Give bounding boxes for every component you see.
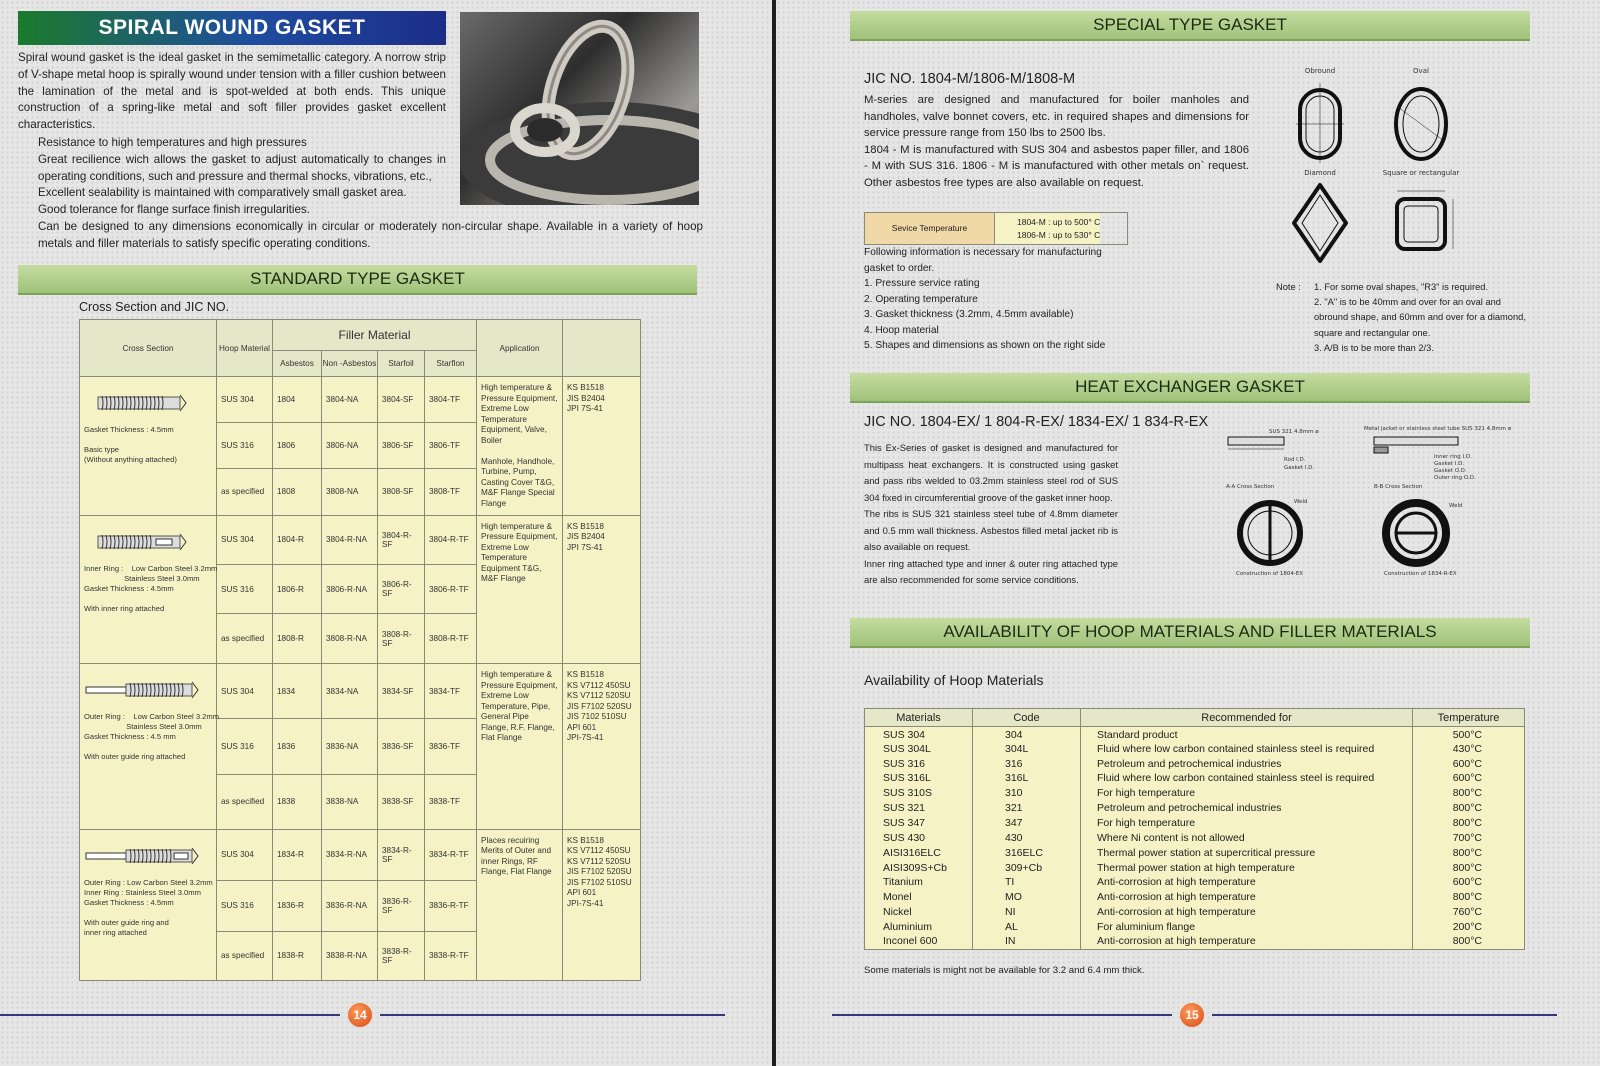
order-item: 1. Pressure service rating bbox=[864, 278, 980, 289]
cross-section-desc: With outer guide ring and bbox=[84, 917, 169, 927]
shape-label-obround: Obround bbox=[1304, 67, 1336, 75]
material-cell: SUS 316 bbox=[865, 756, 973, 771]
starfoil-cell: 3804-R-SF bbox=[378, 515, 425, 564]
hoop-cell: SUS 316 bbox=[217, 565, 273, 614]
cross-section-cell bbox=[80, 515, 217, 663]
starfoil-cell: 3838-SF bbox=[378, 774, 425, 829]
heat-exchanger-banner: HEAT EXCHANGER GASKET bbox=[850, 373, 1530, 403]
asbestos-cell: 1804 bbox=[273, 377, 322, 423]
header-starflon: Starflon bbox=[425, 351, 477, 377]
page-number-15: 15 bbox=[1180, 1003, 1204, 1027]
order-info-list bbox=[864, 245, 1132, 354]
cross-section-drawing bbox=[84, 391, 212, 415]
recommended-cell: Petroleum and petrochemical industries bbox=[1081, 801, 1413, 816]
hoop-cell: as specified bbox=[217, 931, 273, 980]
starfoil-cell: 3834-R-SF bbox=[378, 829, 425, 880]
asbestos-cell: 1834-R bbox=[273, 829, 322, 880]
material-cell: Titanium bbox=[865, 875, 973, 890]
cross-section-desc bbox=[84, 594, 212, 604]
starflon-cell: 3808-TF bbox=[425, 468, 477, 515]
cross-section-desc: Basic type bbox=[84, 445, 120, 454]
shape-label-oval: Oval bbox=[1413, 67, 1429, 75]
special-type-banner: SPECIAL TYPE GASKET bbox=[850, 11, 1530, 41]
non-asbestos-cell: 3808-NA bbox=[322, 468, 378, 515]
cross-section-desc: Stainless Steel 3.0mm bbox=[84, 573, 200, 583]
cross-section-desc: Gasket Thickness : 4.5mm bbox=[84, 583, 174, 593]
temperature-cell: 600°C bbox=[1413, 875, 1525, 890]
feature-list bbox=[38, 135, 703, 253]
table-row bbox=[865, 845, 1525, 860]
bb-section-shape bbox=[1374, 437, 1458, 445]
standard-gasket-table bbox=[79, 319, 641, 981]
table-row bbox=[865, 727, 1525, 742]
right-page bbox=[776, 0, 1600, 1066]
application-cell: High temperature & Pressure Equipment, Extreme Low Temperature Equipment T&G, M&F Flange bbox=[477, 515, 563, 663]
label-inner-ring: Inner ring I.D. bbox=[1434, 454, 1472, 460]
standard-cell: KS B1518 JIS B2404 JPI 7S-41 bbox=[563, 377, 641, 516]
material-cell: Nickel bbox=[865, 905, 973, 920]
header-starfoil: Starfoil bbox=[378, 351, 425, 377]
temperature-cell: 600°C bbox=[1413, 771, 1525, 786]
cross-section-desc bbox=[84, 435, 212, 445]
hoop-cell: SUS 304 bbox=[217, 515, 273, 564]
heat-exchanger-diagram bbox=[1224, 425, 1524, 595]
hoop-cell: SUS 304 bbox=[217, 377, 273, 423]
heat-description: This Ex-Series of gasket is designed and manufactured for multipass heat exchangers. It is constructed using gasket and pass ribs welded to 03.2mm stainless steel rod of SUS 304 fixed in circumferential groove of the gasket inner hoop. The ribs is SUS 321 stainless steel tube of 4.8mm diameter and 0.5 mm wall thickness. Asbestos filled metal jacket rib is also available on request. Inner ring attached type and inner & outer ring attached type are also recommended for some service conditions. bbox=[864, 442, 1118, 585]
non-asbestos-cell: 3838-R-NA bbox=[322, 931, 378, 980]
shape-label-diamond: Diamond bbox=[1304, 169, 1336, 177]
footer-rule bbox=[380, 1014, 725, 1016]
temperature-cell: 800°C bbox=[1413, 845, 1525, 860]
table-row bbox=[865, 919, 1525, 934]
starfoil-cell: 3806-SF bbox=[378, 422, 425, 468]
starfoil-cell: 3836-R-SF bbox=[378, 880, 425, 931]
table-row bbox=[865, 875, 1525, 890]
starflon-cell: 3838-R-TF bbox=[425, 931, 477, 980]
starflon-cell: 3808-R-TF bbox=[425, 614, 477, 664]
order-intro: Following information is necessary for manufacturing gasket to order. bbox=[864, 247, 1102, 274]
code-cell: 430 bbox=[973, 830, 1081, 845]
label-jacket: Metal jacket or stainless steel tube SUS 321 4.8mm ø bbox=[1364, 426, 1512, 432]
note-item: 1. For some oval shapes, "R3" is required. bbox=[1314, 282, 1489, 292]
asbestos-cell: 1806 bbox=[273, 422, 322, 468]
cross-section-desc: (Without anything attached) bbox=[84, 455, 177, 464]
asbestos-cell: 1808-R bbox=[273, 614, 322, 664]
shape-notes bbox=[1276, 280, 1531, 356]
hoop-cell: as specified bbox=[217, 468, 273, 515]
recommended-cell: Thermal power station at supercritical pressure bbox=[1081, 845, 1413, 860]
header-temperature: Temperature bbox=[1413, 709, 1525, 727]
temperature-cell: 800°C bbox=[1413, 890, 1525, 905]
cross-section-desc: Inner Ring : Low Carbon Steel 3.2mm bbox=[84, 563, 218, 573]
asbestos-cell: 1834 bbox=[273, 664, 322, 719]
table-row bbox=[865, 801, 1525, 816]
starfoil-cell: 3838-R-SF bbox=[378, 931, 425, 980]
cross-section-desc: Gasket Thickness : 4.5 mm bbox=[84, 732, 176, 742]
material-cell: AISI309S+Cb bbox=[865, 860, 973, 875]
asbestos-cell: 1806-R bbox=[273, 565, 322, 614]
feature-item: Can be designed to any dimensions economically in circular or moderately non-circular shape. Available in a variety of hoop metals and filler materials to satisfy specific operating conditions. bbox=[38, 219, 703, 250]
cross-section-desc: Outer Ring : Low Carbon Steel 3.2mm bbox=[84, 877, 213, 887]
label-sus321: SUS 321 4.8mm ø bbox=[1269, 429, 1319, 435]
table-row bbox=[865, 905, 1525, 920]
table-row bbox=[80, 829, 641, 880]
header-non-asbestos: Non -Asbestos bbox=[322, 351, 378, 377]
application-cell: High temperature & Pressure Equipment, Extreme Low Temperature, Pipe, General Pipe Flange, R.F. Flange, Flat Flange bbox=[477, 664, 563, 830]
hoop-materials-table bbox=[864, 708, 1525, 950]
recommended-cell: Anti-corrosion at high temperature bbox=[1081, 934, 1413, 949]
starfoil-cell: 3834-SF bbox=[378, 664, 425, 719]
recommended-cell: Where Ni content is not allowed bbox=[1081, 830, 1413, 845]
jic-heat-heading: JIC NO. 1804-EX/ 1 804-R-EX/ 1834-EX/ 1 834-R-EX bbox=[864, 414, 1209, 430]
code-cell: 347 bbox=[973, 816, 1081, 831]
code-cell: 316ELC bbox=[973, 845, 1081, 860]
asbestos-cell: 1836 bbox=[273, 719, 322, 774]
asbestos-cell: 1804-R bbox=[273, 515, 322, 564]
asbestos-cell: 1838-R bbox=[273, 931, 322, 980]
code-cell: 316L bbox=[973, 771, 1081, 786]
hoop-cell: SUS 304 bbox=[217, 829, 273, 880]
page-number-14: 14 bbox=[348, 1003, 372, 1027]
code-cell: 321 bbox=[973, 801, 1081, 816]
table-row bbox=[865, 934, 1525, 949]
temperature-cell: 800°C bbox=[1413, 934, 1525, 949]
recommended-cell: For high temperature bbox=[1081, 816, 1413, 831]
special-description bbox=[864, 92, 1249, 192]
code-cell: 309+Cb bbox=[973, 860, 1081, 875]
hoop-materials-caption: Availability of Hoop Materials bbox=[864, 672, 1044, 688]
code-cell: NI bbox=[973, 905, 1081, 920]
non-asbestos-cell: 3806-R-NA bbox=[322, 565, 378, 614]
asbestos-cell: 1808 bbox=[273, 468, 322, 515]
material-cell: SUS 321 bbox=[865, 801, 973, 816]
asbestos-cell: 1836-R bbox=[273, 880, 322, 931]
temperature-cell: 800°C bbox=[1413, 816, 1525, 831]
standard-cell: KS B1518 KS V7112 450SU KS V7112 520SU JIS F7102 520SU JIS F7102 510SU API 601 JPI-7S-41 bbox=[563, 829, 641, 980]
header-hoop-material: Hoop Material bbox=[217, 320, 273, 377]
label-weld-2: Weld bbox=[1449, 503, 1463, 509]
code-cell: 304 bbox=[973, 727, 1081, 742]
starfoil-cell: 3806-R-SF bbox=[378, 565, 425, 614]
table-row bbox=[865, 816, 1525, 831]
order-item: 2. Operating temperature bbox=[864, 293, 978, 305]
table-row bbox=[865, 756, 1525, 771]
starflon-cell: 3834-R-TF bbox=[425, 829, 477, 880]
service-temp-value: 1804-M : up to 500° C bbox=[1017, 217, 1101, 227]
footer-rule bbox=[1212, 1014, 1557, 1016]
table-row bbox=[80, 664, 641, 719]
special-desc-text: M-series are designed and manufactured for boiler manholes and handholes, valve bonnet covers, etc. in required shapes and dimensions for service pressure range from 150 lbs to 2500 lbs. 1804 - M is manufactured with SUS 304 and asbestos paper filler, and 1806 - M with SUS 316. 1806 - M is manufactured with other metals on` request. Other asbestos free types are also available on request. bbox=[864, 94, 1249, 189]
header-asbestos: Asbestos bbox=[273, 351, 322, 377]
feature-item: Excellent sealability is maintained with comparatively small gasket area. bbox=[38, 186, 407, 200]
hoop-cell: SUS 316 bbox=[217, 880, 273, 931]
intro-paragraph: Spiral wound gasket is the ideal gasket in the semimetallic category. A norrow strip of V-shape metal hoop is spirally wound under tension with a filler cushion between the lamination of the metal and is spot-welded at both ends. This unique construction of a spring-like metal and soft filler provides gasket excellent characteristics. bbox=[18, 51, 446, 132]
table-row bbox=[865, 890, 1525, 905]
cross-section-desc bbox=[84, 908, 212, 918]
starfoil-cell: 3808-SF bbox=[378, 468, 425, 515]
starfoil-cell: 3804-SF bbox=[378, 377, 425, 423]
aa-section-shape bbox=[1228, 437, 1284, 445]
code-cell: TI bbox=[973, 875, 1081, 890]
hoop-cell: as specified bbox=[217, 774, 273, 829]
recommended-cell: Fluid where low carbon contained stainless steel is required bbox=[1081, 771, 1413, 786]
recommended-cell: For aluminium flange bbox=[1081, 919, 1413, 934]
label-aa-section: A-A Cross Section bbox=[1226, 484, 1275, 490]
service-temp-value: 1806-M : up to 530° C bbox=[1017, 230, 1101, 240]
order-item: 4. Hoop material bbox=[864, 324, 939, 336]
gasket-shapes-diagram bbox=[1288, 65, 1528, 270]
cross-section-desc: Inner Ring : Stainless Steel 3.0mm bbox=[84, 887, 201, 897]
header-filler-material: Filler Material bbox=[273, 320, 477, 351]
cross-section-cell bbox=[80, 829, 217, 980]
header-application: Application bbox=[477, 320, 563, 377]
table-row bbox=[865, 786, 1525, 801]
service-temperature-box bbox=[864, 212, 1128, 245]
label-gasket-id: Gasket I.D. bbox=[1284, 465, 1315, 471]
header-code: Code bbox=[973, 709, 1081, 727]
recommended-cell: For high temperature bbox=[1081, 786, 1413, 801]
temperature-cell: 700°C bbox=[1413, 830, 1525, 845]
non-asbestos-cell: 3804-NA bbox=[322, 377, 378, 423]
table-row bbox=[865, 860, 1525, 875]
cross-section-desc: With outer guide ring attached bbox=[84, 752, 186, 762]
hoop-cell: SUS 316 bbox=[217, 422, 273, 468]
label-gasket-id-2: Gasket I.D. bbox=[1434, 461, 1465, 467]
cross-section-desc: With inner ring attached bbox=[84, 603, 165, 613]
label-bb-section: B-B Cross Section bbox=[1374, 484, 1423, 490]
spiral-wound-title: SPIRAL WOUND GASKET bbox=[18, 11, 446, 45]
non-asbestos-cell: 3836-NA bbox=[322, 719, 378, 774]
cross-section-desc: Gasket Thickness : 4.5mm bbox=[84, 425, 174, 434]
table-row bbox=[80, 377, 641, 423]
material-cell: Inconel 600 bbox=[865, 934, 973, 949]
cross-section-desc: Outer Ring : Low Carbon Steel 3.2mm bbox=[84, 712, 220, 722]
recommended-cell: Thermal power station at high temperature bbox=[1081, 860, 1413, 875]
table-row bbox=[865, 741, 1525, 756]
temperature-cell: 600°C bbox=[1413, 756, 1525, 771]
label-construction-2: Construction of 1834-R-EX bbox=[1384, 571, 1457, 577]
cross-section-drawing bbox=[84, 678, 212, 702]
label-weld: Weld bbox=[1294, 499, 1308, 505]
temperature-cell: 760°C bbox=[1413, 905, 1525, 920]
starflon-cell: 3836-R-TF bbox=[425, 880, 477, 931]
starflon-cell: 3804-R-TF bbox=[425, 515, 477, 564]
cross-section-desc: Stainless Steel 3.0mm bbox=[84, 722, 202, 732]
left-page bbox=[0, 0, 772, 1066]
standard-cell: KS B1518 KS V7112 450SU KS V7112 520SU JIS F7102 520SU JIS 7102 510SU API 601 JPI-7S-41 bbox=[563, 664, 641, 830]
order-item: 3. Gasket thickness (3.2mm, 4.5mm available) bbox=[864, 309, 1074, 320]
cross-section-caption: Cross Section and JIC NO. bbox=[79, 300, 230, 314]
temperature-cell: 800°C bbox=[1413, 786, 1525, 801]
temperature-cell: 800°C bbox=[1413, 860, 1525, 875]
material-cell: SUS 430 bbox=[865, 830, 973, 845]
starflon-cell: 3804-TF bbox=[425, 377, 477, 423]
starflon-cell: 3834-TF bbox=[425, 664, 477, 719]
cross-section-desc bbox=[84, 742, 212, 752]
material-cell: Aluminium bbox=[865, 919, 973, 934]
non-asbestos-cell: 3834-NA bbox=[322, 664, 378, 719]
starflon-cell: 3806-TF bbox=[425, 422, 477, 468]
starflon-cell: 3838-TF bbox=[425, 774, 477, 829]
header-recommended: Recommended for bbox=[1081, 709, 1413, 727]
footer-rule bbox=[0, 1014, 340, 1016]
availability-banner: AVAILABILITY OF HOOP MATERIALS AND FILLER MATERIALS bbox=[850, 618, 1530, 648]
code-cell: 310 bbox=[973, 786, 1081, 801]
temperature-cell: 200°C bbox=[1413, 919, 1525, 934]
cross-section-desc: Gasket Thickness : 4.5mm bbox=[84, 897, 174, 907]
temperature-cell: 800°C bbox=[1413, 801, 1525, 816]
non-asbestos-cell: 3806-NA bbox=[322, 422, 378, 468]
table-row bbox=[865, 830, 1525, 845]
starfoil-cell: 3836-SF bbox=[378, 719, 425, 774]
material-cell: SUS 316L bbox=[865, 771, 973, 786]
material-cell: SUS 304L bbox=[865, 741, 973, 756]
asbestos-cell: 1838 bbox=[273, 774, 322, 829]
cross-section-drawing bbox=[84, 844, 212, 868]
feature-item: Good tolerance for flange surface finish irregularities. bbox=[38, 203, 310, 217]
recommended-cell: Petroleum and petrochemical industries bbox=[1081, 756, 1413, 771]
application-cell: High temperature & Pressure Equipment, Extreme Low Temperature Equipment, Valve, Boiler Manhole, Handhole, Turbine, Pump, Casting Cover T&G, M&F Flange Special Flange bbox=[477, 377, 563, 516]
starfoil-cell: 3808-R-SF bbox=[378, 614, 425, 664]
cross-section-cell bbox=[80, 377, 217, 516]
material-cell: AISI316ELC bbox=[865, 845, 973, 860]
hoop-cell: as specified bbox=[217, 614, 273, 664]
material-cell: SUS 304 bbox=[865, 727, 973, 742]
feature-item: Resistance to high temperatures and high pressures bbox=[38, 136, 307, 149]
table-row bbox=[865, 771, 1525, 786]
standard-type-banner: STANDARD TYPE GASKET bbox=[18, 265, 697, 295]
service-temperature-label: Sevice Temperature bbox=[865, 213, 995, 244]
table-row bbox=[80, 515, 641, 564]
temperature-cell: 500°C bbox=[1413, 727, 1525, 742]
shape-label-square: Square or rectangular bbox=[1382, 169, 1460, 177]
order-item: 5. Shapes and dimensions as shown on the right side bbox=[864, 340, 1106, 351]
code-cell: MO bbox=[973, 890, 1081, 905]
hoop-cell: SUS 304 bbox=[217, 664, 273, 719]
note-label: Note : bbox=[1276, 282, 1301, 292]
recommended-cell: Standard product bbox=[1081, 727, 1413, 742]
non-asbestos-cell: 3838-NA bbox=[322, 774, 378, 829]
header-materials: Materials bbox=[865, 709, 973, 727]
jic-special-heading: JIC NO. 1804-M/1806-M/1808-M bbox=[864, 71, 1076, 87]
standard-cell: KS B1518 JIS B2404 JPI 7S-41 bbox=[563, 515, 641, 663]
non-asbestos-cell: 3808-R-NA bbox=[322, 614, 378, 664]
starflon-cell: 3806-R-TF bbox=[425, 565, 477, 614]
recommended-cell: Fluid where low carbon contained stainless steel is required bbox=[1081, 741, 1413, 756]
material-cell: SUS 347 bbox=[865, 816, 973, 831]
label-rod-id: Rod I.D. bbox=[1284, 457, 1306, 463]
code-cell: 316 bbox=[973, 756, 1081, 771]
label-construction-1: Construction of 1804-EX bbox=[1236, 571, 1304, 577]
hoop-note: Some materials is might not be available for 3.2 and 6.4 mm thick. bbox=[864, 965, 1145, 976]
note-item: 3. A/B is to be more than 2/3. bbox=[1314, 342, 1434, 353]
cross-section-desc: inner ring attached bbox=[84, 927, 147, 937]
starflon-cell: 3836-TF bbox=[425, 719, 477, 774]
footer-rule bbox=[832, 1014, 1172, 1016]
temperature-cell: 430°C bbox=[1413, 741, 1525, 756]
material-cell: SUS 310S bbox=[865, 786, 973, 801]
application-cell: Places recuiring Merits of Outer and inner Rings, RF Flange, Flat Flange bbox=[477, 829, 563, 980]
label-outer-ring: Outer ring O.D. bbox=[1434, 475, 1476, 481]
recommended-cell: Anti-corrosion at high temperature bbox=[1081, 875, 1413, 890]
code-cell: AL bbox=[973, 919, 1081, 934]
cross-section-drawing bbox=[84, 530, 212, 554]
feature-item: Great recilience wich allows the gasket to adjust automatically to changes in operating conditions, such and pressure and thermal shocks, vibrations, etc., bbox=[38, 152, 446, 183]
recommended-cell: Anti-corrosion at high temperature bbox=[1081, 905, 1413, 920]
cross-section-cell bbox=[80, 664, 220, 830]
code-cell: 304L bbox=[973, 741, 1081, 756]
non-asbestos-cell: 3836-R-NA bbox=[322, 880, 378, 931]
code-cell: IN bbox=[973, 934, 1081, 949]
label-gasket-od: Gasket O.D. bbox=[1434, 468, 1467, 474]
material-cell: Monel bbox=[865, 890, 973, 905]
hoop-cell: SUS 316 bbox=[217, 719, 273, 774]
recommended-cell: Anti-corrosion at high temperature bbox=[1081, 890, 1413, 905]
non-asbestos-cell: 3804-R-NA bbox=[322, 515, 378, 564]
header-standard bbox=[563, 320, 641, 377]
header-cross-section: Cross Section bbox=[80, 320, 217, 377]
note-item: 2. "A" is to be 40mm and over for an oval and obround shape, and 60mm and over for a diamond, square and rectangular one. bbox=[1314, 297, 1526, 338]
non-asbestos-cell: 3834-R-NA bbox=[322, 829, 378, 880]
